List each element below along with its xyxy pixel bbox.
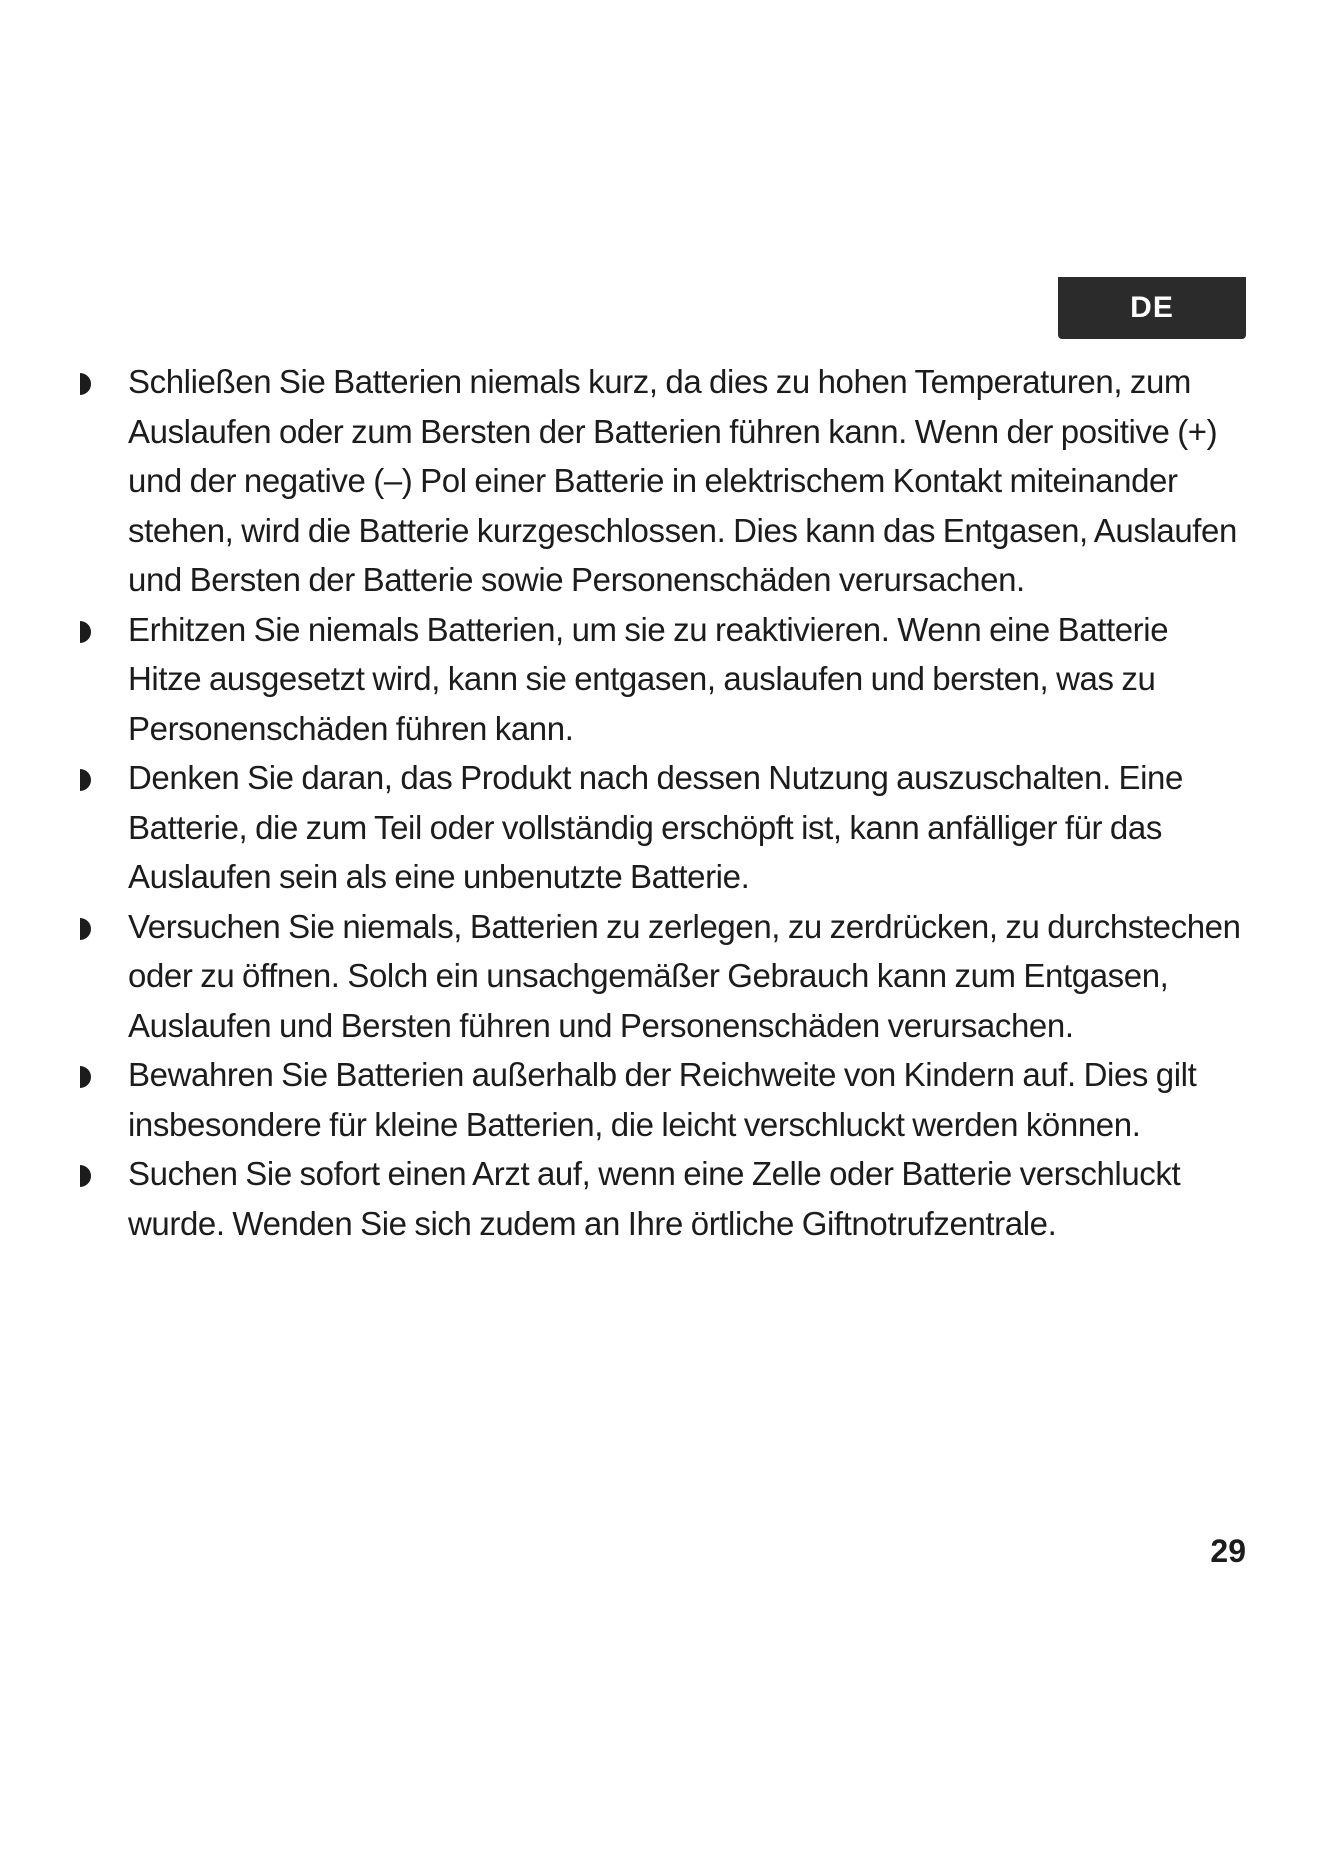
bullet-marker-icon: [80, 1066, 91, 1088]
safety-bullet-list: [78, 357, 1248, 1248]
bullet-marker-icon: [80, 621, 91, 643]
bullet-item: [78, 753, 1248, 902]
bullet-item: [78, 1149, 1248, 1248]
bullet-text: Suchen Sie sofort einen Arzt auf, wenn eine Zelle oder Batterie verschluckt wurde. Wenden Sie sich zudem an Ihre örtliche Giftnotrufzentrale.: [128, 1155, 1181, 1242]
bullet-item: [78, 1050, 1248, 1149]
bullet-marker-icon: [80, 769, 91, 791]
bullet-text: Bewahren Sie Batterien außerhalb der Reichweite von Kindern auf. Dies gilt insbesondere für kleine Batterien, die leicht verschluckt werden können.: [128, 1056, 1197, 1143]
bullet-item: [78, 902, 1248, 1051]
bullet-text: Versuchen Sie niemals, Batterien zu zerlegen, zu zerdrücken, zu durchstechen oder zu öffnen. Solch ein unsachgemäßer Gebrauch kann zum Entgasen, Auslaufen und Bersten führen und Personenschäden verursachen.: [128, 907, 1241, 1044]
page-number: 29: [1210, 1533, 1246, 1569]
language-tab: DE: [1058, 277, 1246, 339]
bullet-item: [78, 357, 1248, 605]
bullet-text: Denken Sie daran, das Produkt nach dessen Nutzung auszuschalten. Eine Batterie, die zum Teil oder vollständig erschöpft ist, kann anfälliger für das Auslaufen sein als eine unbenutzte Batterie.: [128, 759, 1183, 895]
bullet-marker-icon: [80, 1165, 91, 1187]
bullet-text: Erhitzen Sie niemals Batterien, um sie zu reaktivieren. Wenn eine Batterie Hitze ausgesetzt wird, kann sie entgasen, auslaufen und bersten, was zu Personenschäden führen kann.: [128, 610, 1169, 747]
bullet-marker-icon: [80, 373, 91, 395]
bullet-text: Schließen Sie Batterien niemals kurz, da dies zu hohen Temperaturen, zum Auslaufen oder zum Bersten der Batterien führen kann. Wenn der positive (+) und der negative (–) Pol einer Batterie in elektrischem Kontakt miteinander stehen, wird die Batterie kurzgeschlossen. Dies kann das Entgasen, Auslaufen und Bersten der Batterie sowie Personenschäden verursachen.: [128, 363, 1237, 598]
bullet-marker-icon: [80, 918, 91, 940]
bullet-item: [78, 605, 1248, 754]
